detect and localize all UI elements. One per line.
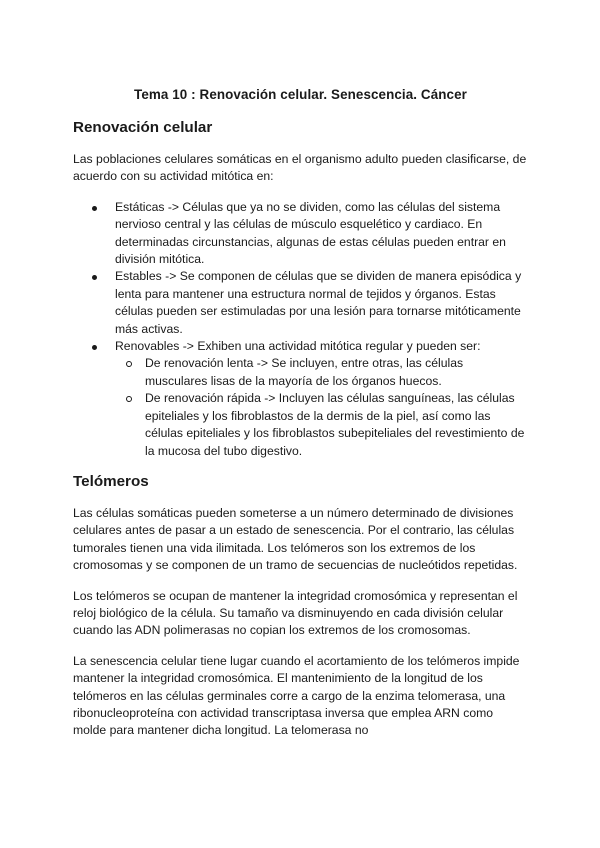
list-item-estables: Estables -> Se componen de células que se dividen de manera episódica y lenta para mantener una estructura normal de tejidos y órganos. Estas células pueden ser estimuladas por una lesión para tornarse mitóticamente más activas. xyxy=(115,268,528,338)
paragraph: Las células somáticas pueden someterse a un número determinado de divisiones celulares antes de pasar a un estado de senescencia. Por el contrario, las células tumorales tienen una vida ilimitada. Los telómeros son los extremos de los cromosomas y se componen de un tramo de secuencias de nucleótidos repetidas. xyxy=(73,505,518,573)
page-title: Tema 10 : Renovación celular. Senescencia. Cáncer xyxy=(134,87,467,102)
list-item-estaticas: Estáticas -> Células que ya no se dividen, como las células del sistema nervioso central y las células de músculo esquelético y cardiaco. En determinadas circunstancias, algunas de estas células pueden entrar en división mitótica. xyxy=(115,199,528,269)
paragraph: La senescencia celular tiene lugar cuando el acortamiento de los telómeros impide mantener la integridad cromosómica. El mantenimiento de la longitud de los telómeros en las células germinales corre a cargo de la enzima telomerasa, una ribonucleoproteína con actividad transcriptasa inversa que emplea ARN como molde para mantener dicha longitud. La telomerasa no xyxy=(73,653,520,738)
cell-type-list xyxy=(73,199,528,460)
section-renovacion xyxy=(73,118,528,460)
list-item-renovables xyxy=(115,338,528,460)
section-heading-telomeros: Telómeros xyxy=(73,472,149,490)
section-telomeros xyxy=(73,472,528,740)
paragraph: Los telómeros se ocupan de mantener la integridad cromosómica y representan el reloj biológico de la célula. Su tamaño va disminuyendo en cada división celular cuando las ADN polimerasas no copian los extremos de los cromosomas. xyxy=(73,588,518,638)
sublist-item-lenta: De renovación lenta -> Se incluyen, entre otras, las células musculares lisas de la mayoría de los órganos huecos. xyxy=(145,355,528,390)
sublist-item-rapida: De renovación rápida -> Incluyen las células sanguíneas, las células epiteliales y los fibroblastos de la dermis de la piel, así como las células epiteliales y los fibroblastos subepiteliales del revestimiento de la mucosa del tubo digestivo. xyxy=(145,390,528,460)
renovables-sublist xyxy=(115,355,528,459)
intro-paragraph: Las poblaciones celulares somáticas en el organismo adulto pueden clasificarse, de acuerdo con su actividad mitótica en: xyxy=(73,152,527,184)
list-item-renovables-text: Renovables -> Exhiben una actividad mitótica regular y pueden ser: xyxy=(115,339,481,354)
section-heading-renovacion: Renovación celular xyxy=(73,119,213,136)
